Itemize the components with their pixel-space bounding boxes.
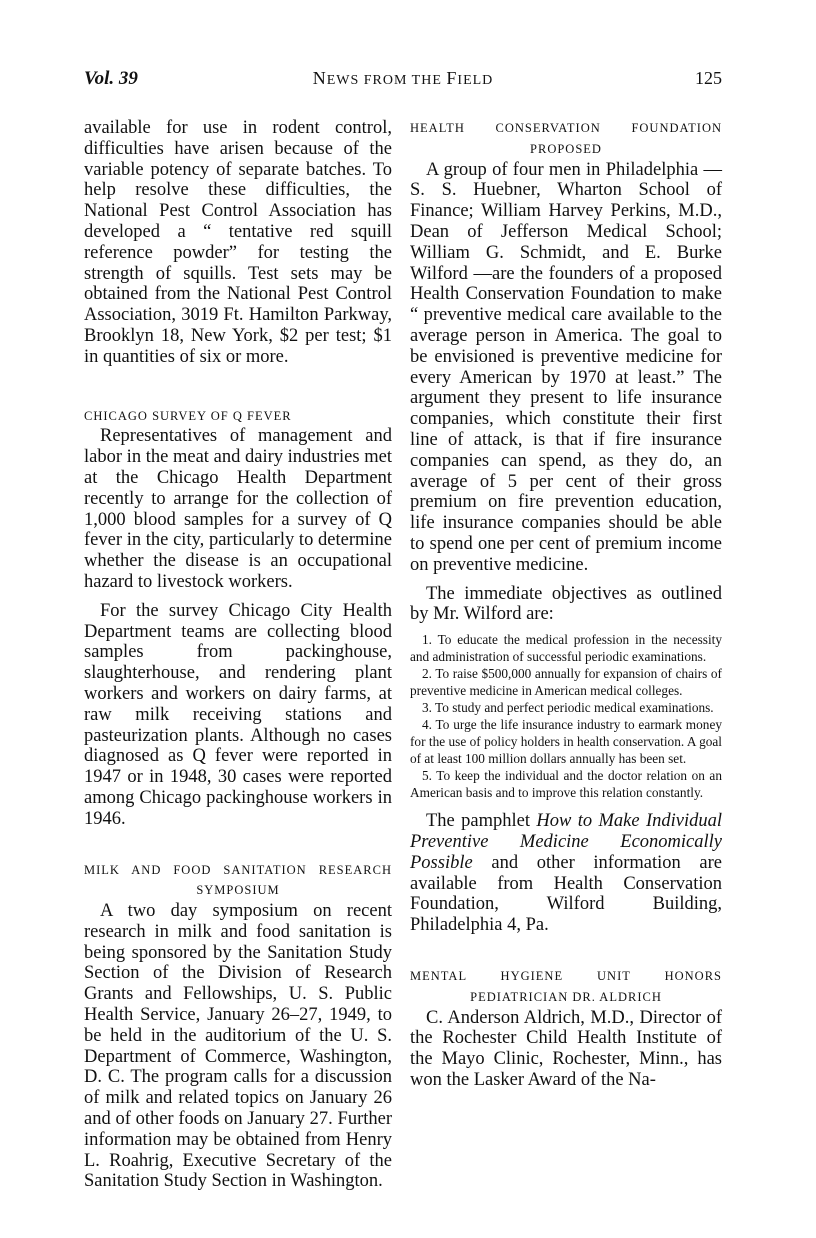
milk-food-paragraph: A two day symposium on recent research in milk and food sanitation is being sponsored by the Sanitation Study Section of the Division of Research Grants and Fellowships, U. S. Public Health Service, January 26–27, 1949, to be held in the auditorium of the U. S. Department of Commerce, Washington, D. C. The program calls for a discussion of milk and related topics on January 26 and of other foods on January 27. Further information may be obtained from Henry L. Roahrig, Executive Secretary of the Sanitation Study Section in Washington. — [84, 901, 392, 1192]
left-column — [84, 118, 392, 1192]
right-column — [410, 118, 722, 1091]
pamphlet-paragraph: The pamphlet How to Make Individual Preventive Medicine Economically Possible and other information are available from Health Conservation Foundation, Wilford Building, Philadelphia 4, Pa. — [410, 811, 722, 936]
objectives-intro: The immediate objectives as outlined by Mr. Wilford are: — [410, 583, 722, 625]
q-fever-paragraph-1: Representatives of management and labor in the meat and dairy industries met at the Chicago Health Department recently to arrange for the collection of 1,000 blood samples for a survey of Q fever in the city, particularly to determine whether the disease is an occupational hazard to livestock workers. — [84, 426, 392, 592]
objective-item: 1. To educate the medical profession in the necessity and administration of successful periodic examinations. — [410, 632, 722, 665]
objective-item: 4. To urge the life insurance industry to earmark money for the use of policy holders in health conservation. A goal of at least 100 million dollars annually has been set. — [410, 717, 722, 767]
page-number: 125 — [695, 68, 722, 88]
objective-item: 5. To keep the individual and the doctor relation on an American basis and to improve this relation constantly. — [410, 768, 722, 801]
milk-food-heading: MILK AND FOOD SANITATION RESEARCH SYMPOSIUM — [84, 862, 392, 898]
q-fever-paragraph-2: For the survey Chicago City Health Department teams are collecting blood samples from packinghouse, slaughterhouse, and rendering plant workers and workers on dairy farms, at raw milk receiving stations and pasteurization plants. Although no cases diagnosed as Q fever were reported in 1947 or in 1948, 30 cases were reported among Chicago packinghouse workers in 1946. — [84, 600, 392, 829]
page-header — [84, 68, 722, 98]
running-title: NEWS FROM THE FIELD — [312, 68, 494, 88]
intro-paragraph: available for use in rodent control, difficulties have arisen because of the variable potency of separate batches. To help resolve these difficulties, the National Pest Control Association has developed a “ tentative red squill reference powder” for testing the strength of squills. Test sets may be obtained from the National Pest Control Association, 3019 Ft. Hamilton Parkway, Brooklyn 18, New York, $2 per test; $1 in quantities of six or more. — [84, 118, 392, 367]
mental-hygiene-paragraph: C. Anderson Aldrich, M.D., Director of the Rochester Child Health Institute of the Mayo Clinic, Rochester, Minn., has won the Lasker Award of the Na- — [410, 1007, 722, 1090]
pamphlet-title: How to Make Individual Preventive Medicine Economically Possible — [410, 811, 722, 873]
objective-item: 2. To raise $500,000 annually for expansion of chairs of preventive medicine in American medical colleges. — [410, 666, 722, 699]
health-conservation-heading: HEALTH CONSERVATION FOUNDATION PROPOSED — [410, 121, 722, 156]
volume-label: Vol. 39 — [84, 68, 138, 89]
objectives-list — [410, 631, 722, 801]
q-fever-heading: CHICAGO SURVEY OF Q FEVER — [84, 408, 292, 423]
mental-hygiene-heading: MENTAL HYGIENE UNIT HONORS PEDIATRICIAN DR. ALDRICH — [410, 968, 722, 1004]
health-conservation-paragraph: A group of four men in Philadelphia —S. S. Huebner, Wharton School of Finance; William Harvey Perkins, M.D., Dean of Jefferson Medical School; William G. Schmidt, and E. Burke Wilford —are the founders of a proposed Health Conservation Foundation to make “ preventive medical care available to the average person in America. The goal to be envisioned is preventive medicine for every American by 1970 at least.” The argument they present to life insurance companies, which constitute their first line of attack, is that if fire insurance companies can spend, as they do, an average of 5 per cent of their gross premium on fire prevention education, life insurance companies should be able to spend one per cent of premium income on preventive medicine. — [410, 159, 722, 575]
objective-item: 3. To study and perfect periodic medical examinations. — [422, 700, 714, 716]
